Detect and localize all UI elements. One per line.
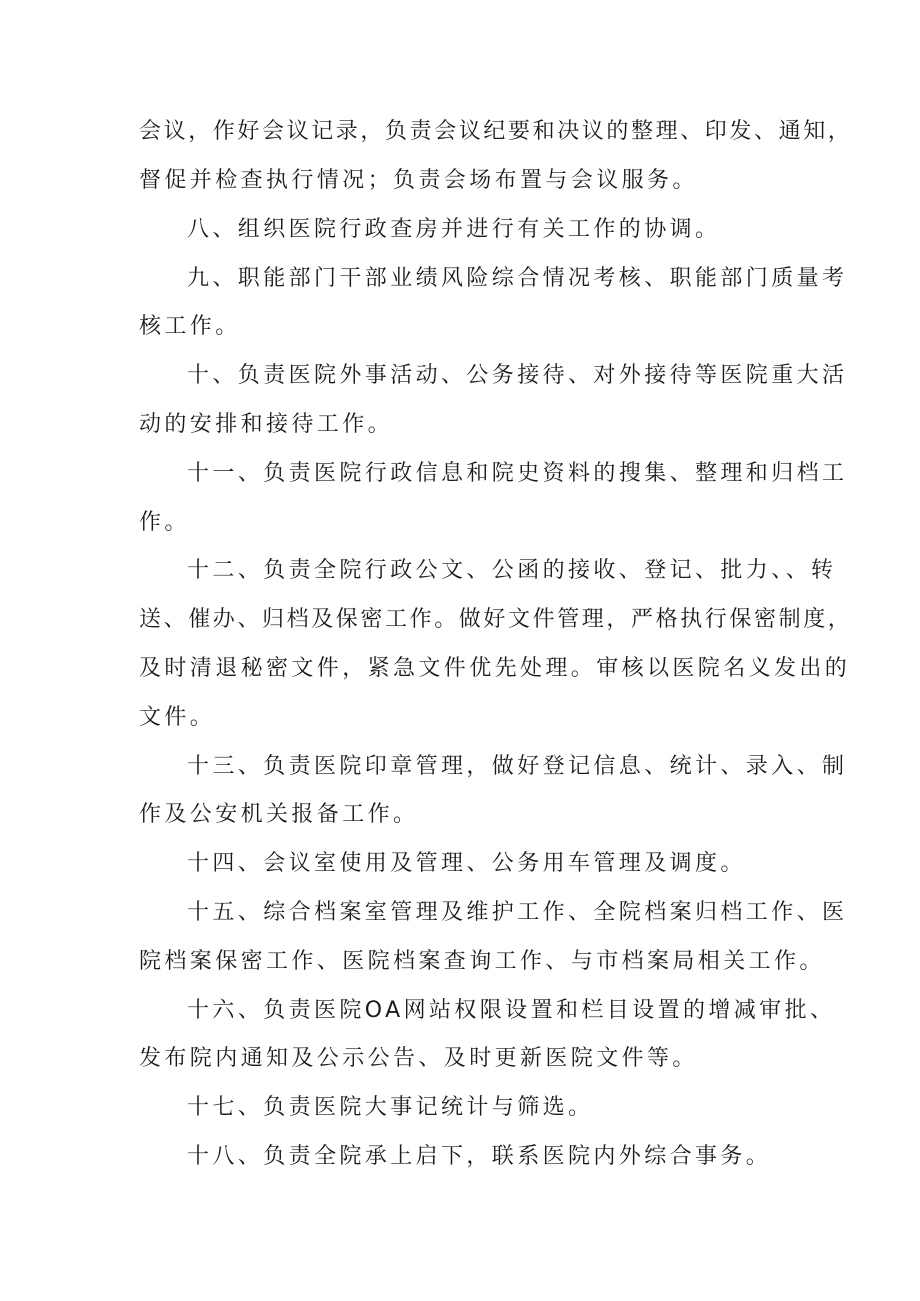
- text-line: 作及公安机关报备工作。: [139, 802, 419, 827]
- text-line: 十六、负责医院OA网站权限设置和栏目设置的增减审批、: [187, 998, 836, 1023]
- text-line: 及时清退秘密文件，紧急文件优先处理。审核以医院名义发出的: [139, 656, 851, 681]
- text-line: 十二、负责全院行政公文、公函的接收、登记、批力、、转: [187, 558, 837, 583]
- text-line: 十一、负责医院行政信息和院史资料的搜集、整理和归档工: [187, 461, 848, 486]
- text-line: 十三、负责医院印章管理，做好登记信息、统计、录入、制: [187, 754, 848, 779]
- text-line: 发布院内通知及公示公告、及时更新医院文件等。: [139, 1046, 698, 1071]
- text-line: 九、职能部门干部业绩风险综合情况考核、职能部门质量考: [187, 266, 848, 291]
- text-line: 督促并检查执行情况；负责会场布置与会议服务。: [139, 168, 698, 193]
- text-line: 会议，作好会议记录，负责会议纪要和决议的整理、印发、通知，: [139, 119, 853, 144]
- text-line: 作。: [139, 510, 190, 535]
- text-line: 十八、负责全院承上启下，联系医院内外综合事务。: [187, 1144, 772, 1169]
- text-line: 八、组织医院行政查房并进行有关工作的协调。: [187, 217, 721, 242]
- text-line: 动的安排和接待工作。: [139, 412, 394, 437]
- text-line: 十七、负责医院大事记统计与筛选。: [187, 1095, 594, 1120]
- text-line: 十五、综合档案室管理及维护工作、全院档案归档工作、医: [187, 900, 848, 925]
- text-line: 送、催办、归档及保密工作。做好文件管理，严格执行保密制度，: [139, 607, 853, 632]
- text-line: 核工作。: [139, 314, 241, 339]
- text-line: 院档案保密工作、医院档案查询工作、与市档案局相关工作。: [139, 949, 825, 974]
- text-line: 十四、会议室使用及管理、公务用车管理及调度。: [187, 851, 746, 876]
- text-line: 十、负责医院外事活动、公务接待、对外接待等医院重大活: [187, 363, 848, 388]
- text-line: 文件。: [139, 705, 216, 730]
